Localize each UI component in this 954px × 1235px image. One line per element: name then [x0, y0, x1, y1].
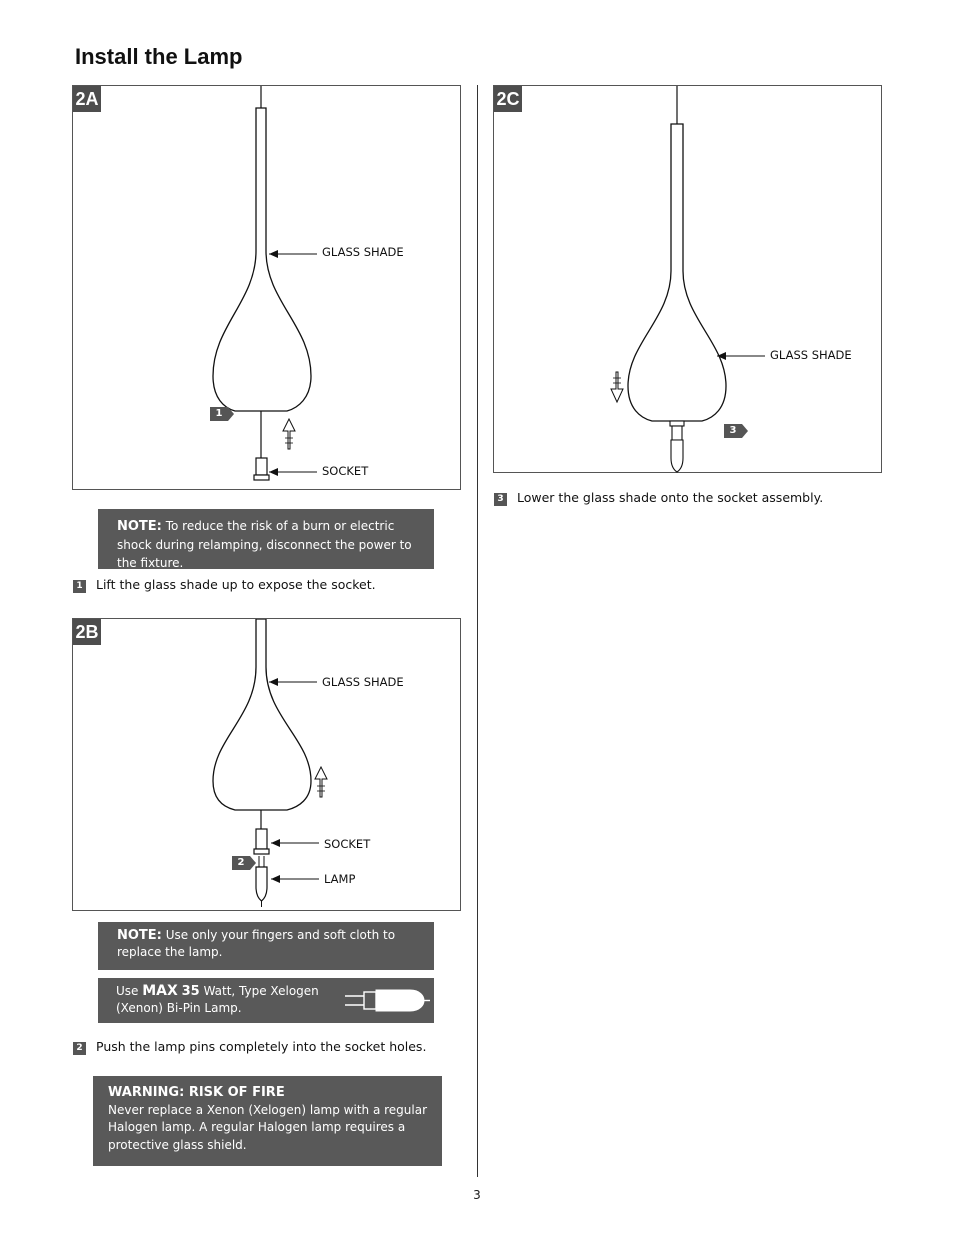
note-text: To reduce the risk of a burn or electric shock during relamping, disconnect the power to the fixture. — [117, 519, 412, 570]
panel-2b-illustration — [73, 619, 462, 912]
warning-text: Never replace a Xenon (Xelogen) lamp with a regular Halogen lamp. A regular Halogen lamp requires a protective glass shield. — [108, 1102, 428, 1152]
panel-2a-illustration — [73, 86, 462, 491]
callout-glass-shade: GLASS SHADE — [770, 348, 852, 362]
column-divider — [477, 85, 478, 1177]
panel-2a — [72, 85, 461, 490]
step-text: Push the lamp pins completely into the socket holes. — [96, 1039, 427, 1054]
note-fingers — [98, 922, 434, 970]
step-3-instruction — [494, 490, 823, 506]
callout-glass-shade: GLASS SHADE — [322, 675, 404, 689]
lamp-spec-use: Use — [116, 984, 139, 998]
bi-pin-lamp-icon — [342, 978, 432, 1023]
lamp-spec-text — [116, 983, 331, 1017]
step-number: 1 — [73, 580, 86, 593]
warning-heading: WARNING: RISK OF FIRE — [108, 1085, 285, 1100]
panel-tag-2c: 2C — [494, 86, 522, 112]
lamp-spec-watts: 35 — [181, 984, 200, 999]
callout-glass-shade: GLASS SHADE — [322, 245, 404, 259]
panel-2c-illustration — [494, 86, 883, 474]
panel-tag-2a: 2A — [73, 86, 101, 112]
step-number: 2 — [73, 1042, 86, 1055]
step-number: 3 — [494, 493, 507, 506]
lamp-spec-max: MAX — [142, 983, 178, 999]
panel-2c — [493, 85, 882, 473]
page-title: Install the Lamp — [75, 44, 243, 69]
panel-tag-2b: 2B — [73, 619, 101, 645]
page-number: 3 — [473, 1188, 481, 1202]
step-text: Lower the glass shade onto the socket assembly. — [517, 490, 824, 505]
step-2-instruction — [73, 1039, 426, 1055]
panel-2b — [72, 618, 461, 911]
warning-risk-of-fire — [93, 1076, 442, 1166]
lamp-spec-box — [98, 978, 434, 1023]
note-text: Use only your fingers and soft cloth to replace the lamp. — [117, 928, 396, 959]
note-label: NOTE: — [117, 928, 162, 943]
step-1-instruction — [73, 577, 376, 593]
step-marker-1: 1 — [210, 407, 228, 421]
step-text: Lift the glass shade up to expose the socket. — [96, 577, 376, 592]
note-relamping — [98, 509, 434, 569]
step-marker-3: 3 — [724, 424, 742, 438]
callout-socket: SOCKET — [322, 464, 369, 478]
note-label: NOTE: — [117, 519, 162, 534]
callout-lamp: LAMP — [324, 872, 356, 886]
lamp-spec-rest: Watt, Type Xelogen (Xenon) Bi-Pin Lamp. — [116, 984, 319, 1015]
step-marker-2: 2 — [232, 856, 250, 870]
callout-socket: SOCKET — [324, 837, 371, 851]
